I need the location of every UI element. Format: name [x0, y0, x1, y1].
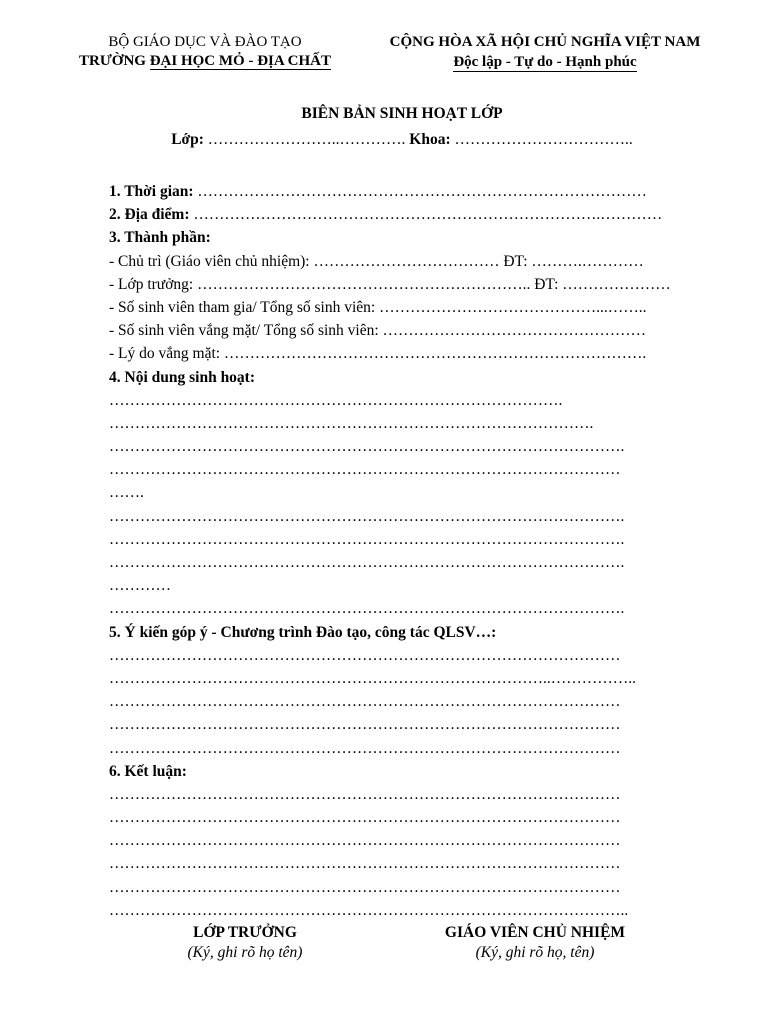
time-blank: …………………………………………………………………………… [193, 183, 647, 200]
content-blank-line: ………………………………………………………………………………………. [109, 530, 625, 548]
conclusion-blank-line: ……………………………………………………………………………………… [109, 878, 621, 896]
feedback-blank-line: ……………………………………………………………………………………… [109, 646, 621, 664]
content-blank-line: ……………………………………………………………………………………… [109, 461, 621, 479]
national-motto: Độc lập - Tự do - Hạnh phúc [453, 54, 637, 70]
teacher-signature-title: GIÁO VIÊN CHỦ NHIỆM [444, 924, 626, 941]
faculty-label: Khoa: [409, 131, 451, 148]
content-blank-line: ……. [109, 484, 144, 502]
monitor-line: - Lớp trưởng: ……………………………………………………….. ĐT: ………………… [109, 275, 671, 293]
feedback-blank-line: ……………………………………………………………………………………… [109, 716, 621, 734]
conclusion-blank-line: ……………………………………………………………………………………… [109, 855, 621, 873]
content-blank-line: ………… [109, 577, 171, 595]
chair-line: - Chủ trì (Giáo viên chủ nhiệm): ……………………………… ĐT: ……….………… [109, 252, 644, 270]
teacher-signature-note: (Ký, ghi rõ họ, tên) [475, 944, 595, 961]
feedback-label: 5. Ý kiến góp ý - Chương trình Đào tạo, công tác QLSV…: [109, 623, 497, 641]
header-left [60, 33, 350, 71]
content-blank-line: ………………………………………………………………………………………. [109, 600, 625, 618]
place-line [109, 203, 709, 226]
monitor-signature-title: LỚP TRƯỞNG [193, 924, 297, 941]
time-label: 1. Thời gian: [109, 183, 194, 200]
content-heading [109, 366, 709, 389]
class-label: Lớp: [171, 131, 204, 148]
time-line [109, 180, 709, 203]
conclusion-label: . Kết luận: [116, 762, 187, 780]
place-blank: …………………………………………………………………….………… [189, 206, 663, 224]
feedback-blank-line: ……………………………………………………………………………………… [109, 693, 621, 711]
feedback-blank-line: …………………………………………………………………………..…………….. [109, 669, 636, 687]
ministry-name: BỘ GIÁO DỤC VÀ ĐÀO TẠO [108, 34, 302, 50]
content-blank-line: ………………………………………………………………………………………. [109, 554, 625, 571]
republic-name: CỘNG HÒA XÃ HỘI CHỦ NGHĨA VIỆT NAM [389, 34, 701, 50]
absent-line: - Số sinh viên vắng mặt/ Tổng số sinh viên: …………………………………………… [109, 322, 647, 340]
teacher-signature-block [420, 923, 650, 963]
form-body [109, 180, 709, 922]
document-title: BIÊN BẢN SINH HOẠT LỚP [301, 105, 503, 122]
members-label: 3. Thành phần: [109, 229, 211, 247]
conclusion-number: 6 [109, 762, 117, 780]
feedback-heading [109, 621, 709, 644]
header-right [375, 33, 715, 72]
monitor-signature-block [150, 923, 340, 963]
class-faculty-line [0, 131, 768, 149]
school-name: ĐẠI HỌC MỎ - ĐỊA CHẤT [149, 53, 331, 69]
class-blank: ……………………..…………. [203, 131, 410, 148]
content-blank-line: ………………………………………………………………………………………. [109, 438, 625, 456]
content-blank-line: ……………………………………………………………………………. [109, 391, 563, 409]
attending-line: - Số sinh viên tham gia/ Tổng số sinh viên: ……………………………………...…….. [109, 298, 647, 316]
school-name-line [60, 52, 350, 71]
faculty-blank: …………………………….. [450, 131, 633, 148]
feedback-blank-line: ……………………………………………………………………………………… [109, 739, 621, 757]
school-prefix: TRƯỜNG [79, 53, 150, 69]
conclusion-blank-line: ……………………………………………………………………………………….. [109, 901, 629, 919]
conclusion-heading [109, 760, 709, 783]
conclusion-blank-line: ……………………………………………………………………………………… [109, 785, 621, 803]
content-blank-line: ………………………………………………………………………………………. [109, 507, 625, 525]
monitor-signature-note: (Ký, ghi rõ họ tên) [187, 944, 303, 961]
content-blank-line: …………………………………………………………………………………. [109, 414, 594, 432]
place-label: 2. Địa điểm: [109, 206, 190, 224]
conclusion-blank-line: ……………………………………………………………………………………… [109, 809, 621, 827]
absent-reason-line: - Lý do vắng mặt: ………………………………………………………………………. [109, 345, 647, 363]
content-label: 4. Nội dung sinh hoạt: [109, 368, 256, 386]
conclusion-blank-line: ……………………………………………………………………………………… [109, 832, 621, 850]
members-heading [109, 226, 709, 249]
